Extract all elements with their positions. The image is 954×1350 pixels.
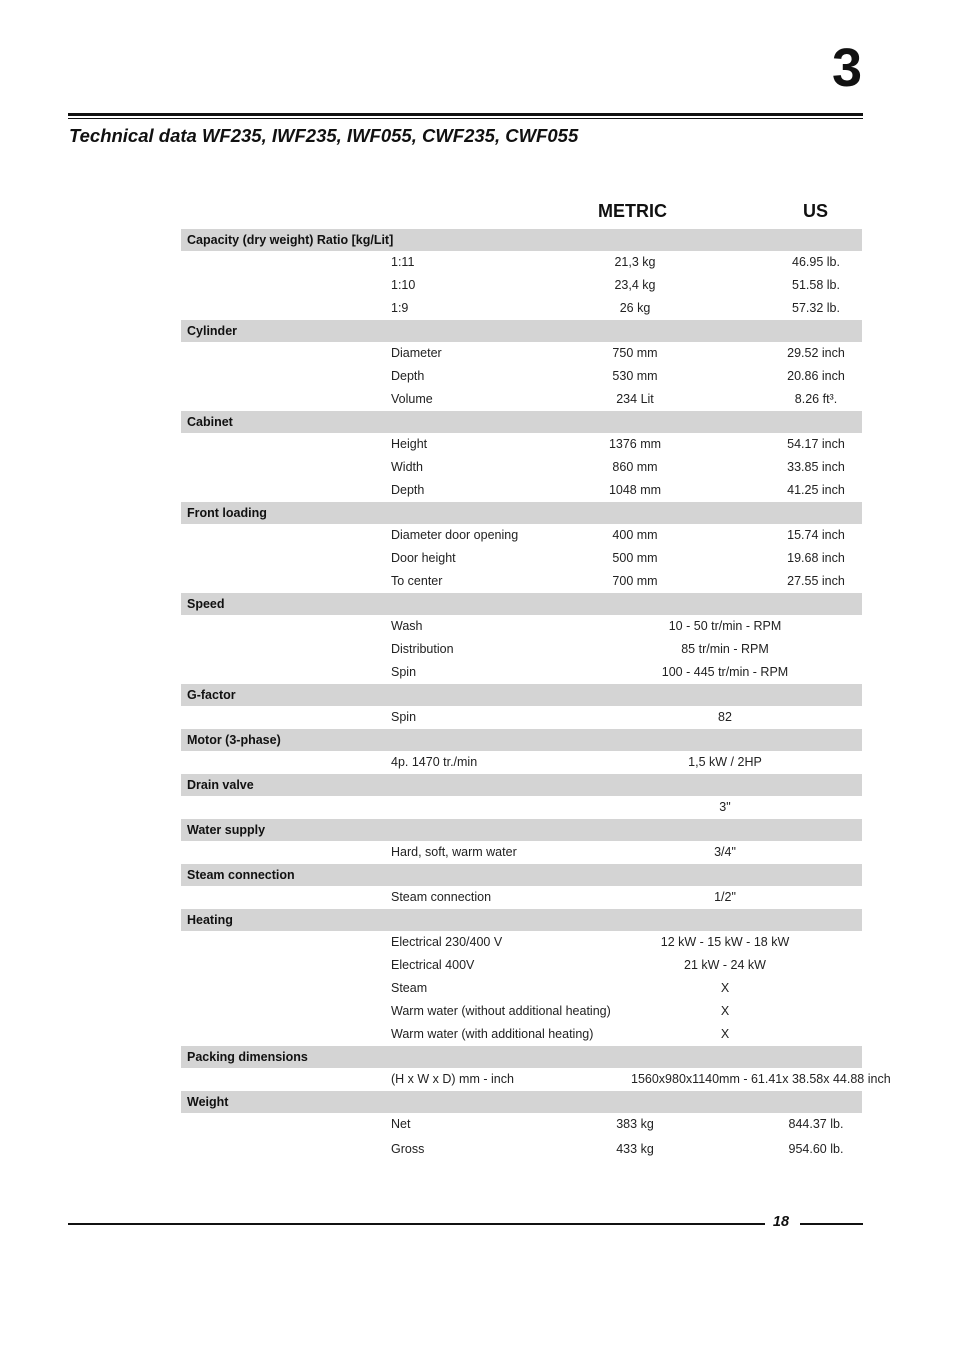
spec-label: Electrical 400V bbox=[391, 958, 475, 972]
spec-label: Spin bbox=[391, 710, 417, 724]
section-title: Front loading bbox=[187, 506, 267, 520]
spec-value-us: 8.26 ft³. bbox=[794, 392, 838, 406]
section-title: Drain valve bbox=[187, 778, 254, 792]
chapter-number: 3 bbox=[831, 38, 862, 98]
spec-label: 1:10 bbox=[391, 278, 416, 292]
header-rule bbox=[68, 113, 863, 116]
spec-value-metric: 530 mm bbox=[612, 369, 658, 383]
section-header bbox=[181, 502, 862, 524]
spec-value-metric: 860 mm bbox=[612, 460, 658, 474]
section-title: Capacity (dry weight) Ratio [kg/Lit] bbox=[187, 233, 394, 247]
spec-value-metric: 1376 mm bbox=[608, 437, 662, 451]
spec-value: 12 kW - 15 kW - 18 kW bbox=[660, 935, 790, 949]
spec-label: 1:9 bbox=[391, 301, 409, 315]
section-header bbox=[181, 411, 862, 433]
section-header bbox=[181, 229, 862, 251]
spec-label: Warm water (with additional heating) bbox=[391, 1027, 594, 1041]
section-header bbox=[181, 774, 862, 796]
spec-value: 82 bbox=[718, 710, 732, 724]
spec-label: Distribution bbox=[391, 642, 454, 656]
column-header-us: US bbox=[803, 201, 829, 221]
section-title: Heating bbox=[187, 913, 233, 927]
spec-value-us: 20.86 inch bbox=[787, 369, 845, 383]
spec-value-us: 41.25 inch bbox=[787, 483, 845, 497]
spec-value: X bbox=[720, 1004, 730, 1018]
spec-value: 85 tr/min - RPM bbox=[681, 642, 769, 656]
spec-value-metric: 400 mm bbox=[612, 528, 658, 542]
footer-rule bbox=[68, 1223, 765, 1225]
spec-value-metric: 750 mm bbox=[612, 346, 658, 360]
section-header bbox=[181, 729, 862, 751]
section-title: Motor (3-phase) bbox=[187, 733, 281, 747]
spec-label: 4p. 1470 tr./min bbox=[391, 755, 478, 769]
header-rule-thin bbox=[68, 118, 863, 119]
spec-label: Gross bbox=[391, 1142, 425, 1156]
section-header bbox=[181, 593, 862, 615]
spec-label: (H x W x D) mm - inch bbox=[391, 1072, 514, 1086]
spec-label: Hard, soft, warm water bbox=[391, 845, 517, 859]
spec-value-metric: 23,4 kg bbox=[614, 278, 656, 292]
spec-label: To center bbox=[391, 574, 443, 588]
spec-value-us: 954.60 lb. bbox=[788, 1142, 844, 1156]
spec-value: 21 kW - 24 kW bbox=[684, 958, 766, 972]
spec-label: Door height bbox=[391, 551, 456, 565]
spec-value: 1/2" bbox=[714, 890, 736, 904]
spec-label: 1:11 bbox=[391, 255, 415, 269]
section-title: Steam connection bbox=[187, 868, 295, 882]
spec-value-metric: 700 mm bbox=[612, 574, 658, 588]
spec-label: Net bbox=[391, 1117, 411, 1131]
spec-label: Wash bbox=[391, 619, 423, 633]
spec-label: Diameter door opening bbox=[391, 528, 519, 542]
spec-value-us: 15.74 inch bbox=[787, 528, 845, 542]
spec-label: Diameter bbox=[391, 346, 442, 360]
spec-value: 1,5 kW / 2HP bbox=[688, 755, 762, 769]
spec-value: 10 - 50 tr/min - RPM bbox=[668, 619, 782, 633]
column-header-metric: METRIC bbox=[598, 201, 667, 221]
spec-label: Electrical 230/400 V bbox=[391, 935, 503, 949]
spec-value-us: 33.85 inch bbox=[787, 460, 845, 474]
spec-value: X bbox=[720, 981, 730, 995]
spec-label: Steam bbox=[391, 981, 428, 995]
spec-label: Depth bbox=[391, 483, 425, 497]
spec-value-us: 27.55 inch bbox=[787, 574, 845, 588]
spec-value-metric: 26 kg bbox=[619, 301, 651, 315]
spec-value: 3" bbox=[719, 800, 731, 814]
section-header bbox=[181, 1046, 862, 1068]
section-header bbox=[181, 864, 862, 886]
section-title: Cabinet bbox=[187, 415, 233, 429]
spec-value-metric: 433 kg bbox=[616, 1142, 654, 1156]
spec-value-us: 46.95 lb. bbox=[792, 255, 840, 269]
spec-label: Width bbox=[391, 460, 423, 474]
section-header bbox=[181, 320, 862, 342]
spec-value-us: 51.58 lb. bbox=[792, 278, 840, 292]
spec-value-metric: 21,3 kg bbox=[614, 255, 656, 269]
section-header bbox=[181, 819, 862, 841]
page-number: 18 bbox=[772, 1214, 790, 1230]
spec-label: Volume bbox=[391, 392, 433, 406]
spec-value-us: 57.32 lb. bbox=[792, 301, 840, 315]
spec-value: 100 - 445 tr/min - RPM bbox=[661, 665, 789, 679]
section-title: Weight bbox=[187, 1095, 229, 1109]
section-title: Speed bbox=[187, 597, 225, 611]
page-title: Technical data WF235, IWF235, IWF055, CWF235, CWF055 bbox=[69, 125, 579, 146]
spec-value-metric: 234 Lit bbox=[616, 392, 654, 406]
section-title: G-factor bbox=[187, 688, 236, 702]
spec-value-metric: 383 kg bbox=[616, 1117, 654, 1131]
spec-label: Warm water (without additional heating) bbox=[391, 1004, 611, 1018]
spec-value-us: 844.37 lb. bbox=[788, 1117, 844, 1131]
spec-value: 1560x980x1140mm - 61.41x 38.58x 44.88 inch bbox=[631, 1072, 891, 1086]
spec-label: Height bbox=[391, 437, 428, 451]
section-header bbox=[181, 684, 862, 706]
section-title: Water supply bbox=[187, 823, 266, 837]
spec-value: 3/4" bbox=[714, 845, 736, 859]
section-header bbox=[181, 909, 862, 931]
section-header bbox=[181, 1091, 862, 1113]
spec-value-us: 29.52 inch bbox=[787, 346, 845, 360]
spec-label: Steam connection bbox=[391, 890, 492, 904]
spec-value-metric: 500 mm bbox=[612, 551, 658, 565]
footer-rule-right bbox=[800, 1223, 863, 1225]
section-title: Cylinder bbox=[187, 324, 238, 338]
spec-value-metric: 1048 mm bbox=[608, 483, 662, 497]
section-title: Packing dimensions bbox=[187, 1050, 308, 1064]
spec-value-us: 54.17 inch bbox=[787, 437, 845, 451]
spec-value: X bbox=[720, 1027, 730, 1041]
spec-value-us: 19.68 inch bbox=[787, 551, 845, 565]
spec-label: Depth bbox=[391, 369, 425, 383]
spec-label: Spin bbox=[391, 665, 417, 679]
